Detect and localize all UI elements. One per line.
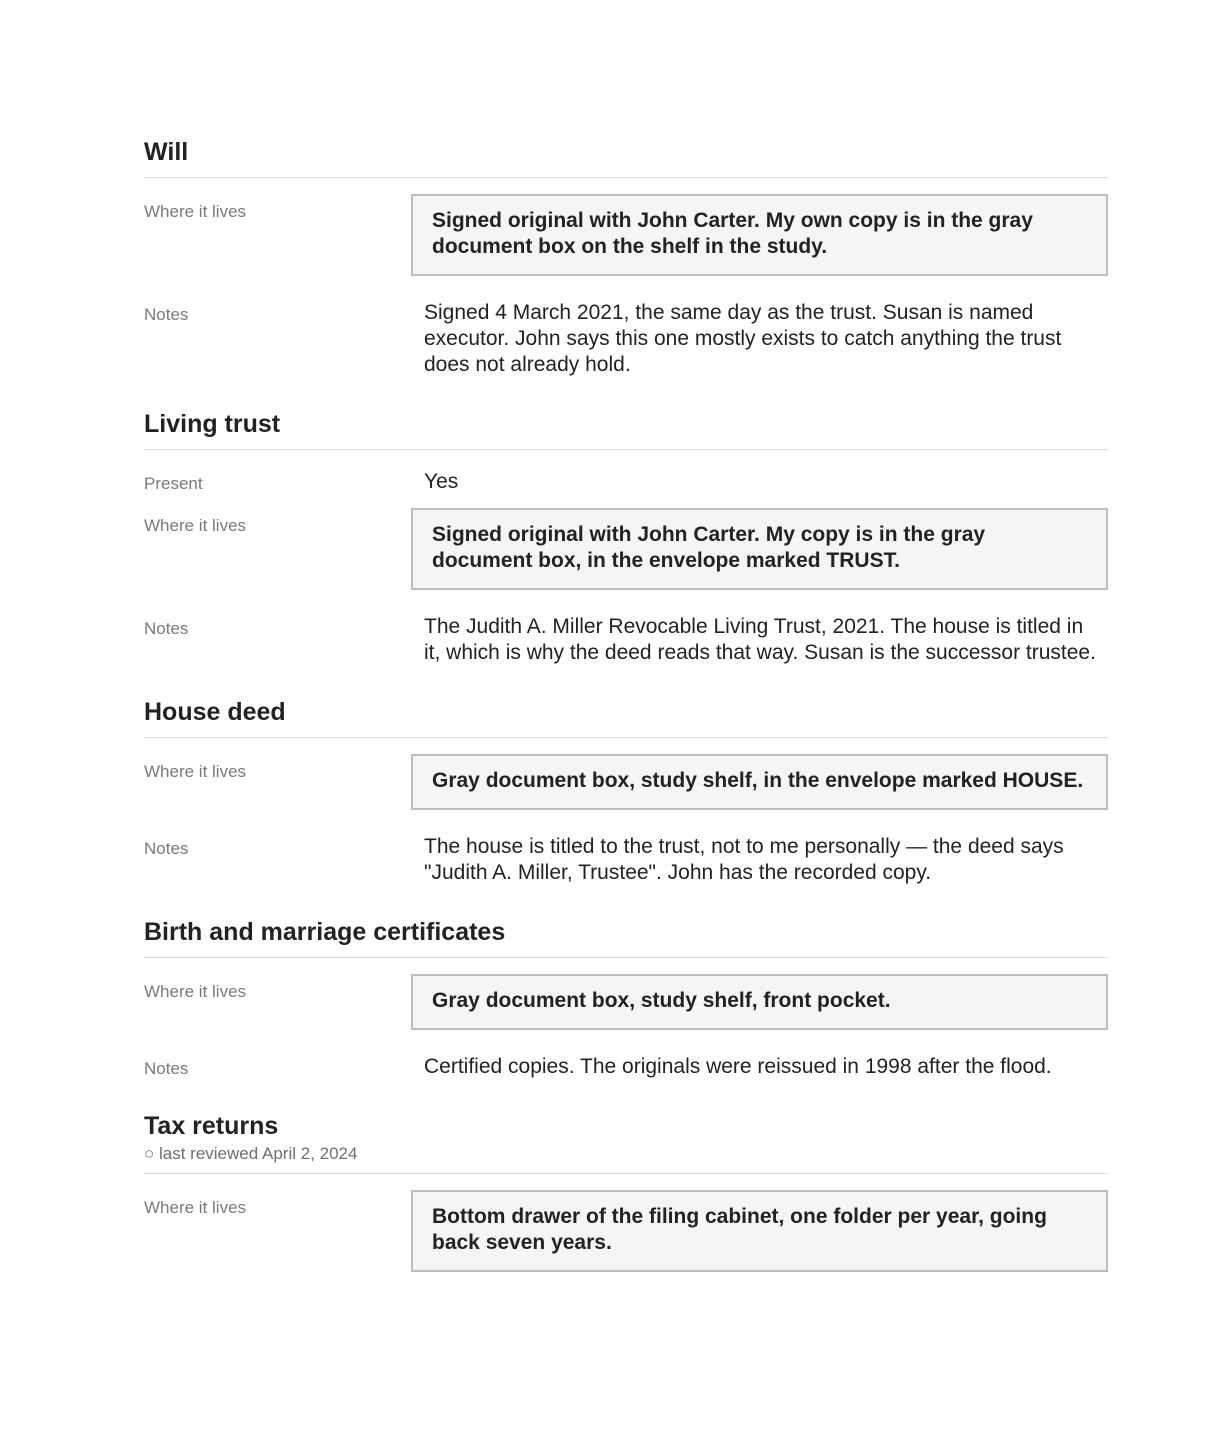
notes-label: Notes: [144, 1059, 189, 1078]
section-certificates: [144, 916, 1108, 1110]
section-title: Birth and marriage certificates: [144, 918, 506, 946]
section-header: [144, 408, 1108, 450]
section-header: [144, 1110, 1108, 1174]
where-label: Where it lives: [144, 982, 247, 1001]
section-header: [144, 696, 1108, 738]
notes-value: The Judith A. Miller Revocable Living Trust, 2021. The house is titled in it, which is why the deed reads that way. Susan is the successor trustee.: [424, 615, 1096, 664]
section-living-trust: [144, 408, 1108, 696]
notes-row: [144, 1051, 1108, 1110]
notes-value: The house is titled to the trust, not to me personally — the deed says "Judith A. Miller, Trustee". John has the recorded copy.: [424, 835, 1064, 884]
section-will: [144, 136, 1108, 408]
where-value: Signed original with John Carter. My copy is in the gray document box, in the envelope marked TRUST.: [411, 508, 1108, 590]
where-label: Where it lives: [144, 762, 247, 781]
where-row: [144, 508, 1108, 611]
notes-value: Certified copies. The originals were reissued in 1998 after the flood.: [424, 1055, 1052, 1078]
notes-value: Signed 4 March 2021, the same day as the trust. Susan is named executor. John says this one mostly exists to catch anything the trust does not already hold.: [424, 301, 1062, 376]
where-row: [144, 754, 1108, 831]
notes-row: [144, 831, 1108, 916]
where-label: Where it lives: [144, 1198, 247, 1217]
section-house-deed: [144, 696, 1108, 916]
where-row: [144, 1190, 1108, 1293]
last-reviewed-meta: ○ last reviewed April 2, 2024: [144, 1144, 358, 1163]
notes-row: [144, 611, 1108, 696]
where-value: Gray document box, study shelf, front pocket.: [411, 974, 1108, 1030]
notes-row: [144, 297, 1108, 408]
present-value: Yes: [424, 470, 459, 493]
section-title: House deed: [144, 698, 286, 726]
section-header: [144, 916, 1108, 958]
present-row: [144, 466, 1108, 508]
notes-label: Notes: [144, 619, 189, 638]
section-title: Living trust: [144, 410, 281, 438]
section-title: Will: [144, 138, 189, 166]
notes-label: Notes: [144, 839, 189, 858]
section-header: [144, 136, 1108, 178]
where-value: Signed original with John Carter. My own copy is in the gray document box on the shelf in the study.: [411, 194, 1108, 276]
section-tax-returns: [144, 1110, 1108, 1293]
notes-label: Notes: [144, 305, 189, 324]
section-title: Tax returns: [144, 1112, 279, 1140]
where-value: Gray document box, study shelf, in the envelope marked HOUSE.: [411, 754, 1108, 810]
present-label: Present: [144, 474, 203, 493]
where-label: Where it lives: [144, 202, 247, 221]
where-row: [144, 194, 1108, 297]
where-value: Bottom drawer of the filing cabinet, one folder per year, going back seven years.: [411, 1190, 1108, 1272]
where-row: [144, 974, 1108, 1051]
where-label: Where it lives: [144, 516, 247, 535]
